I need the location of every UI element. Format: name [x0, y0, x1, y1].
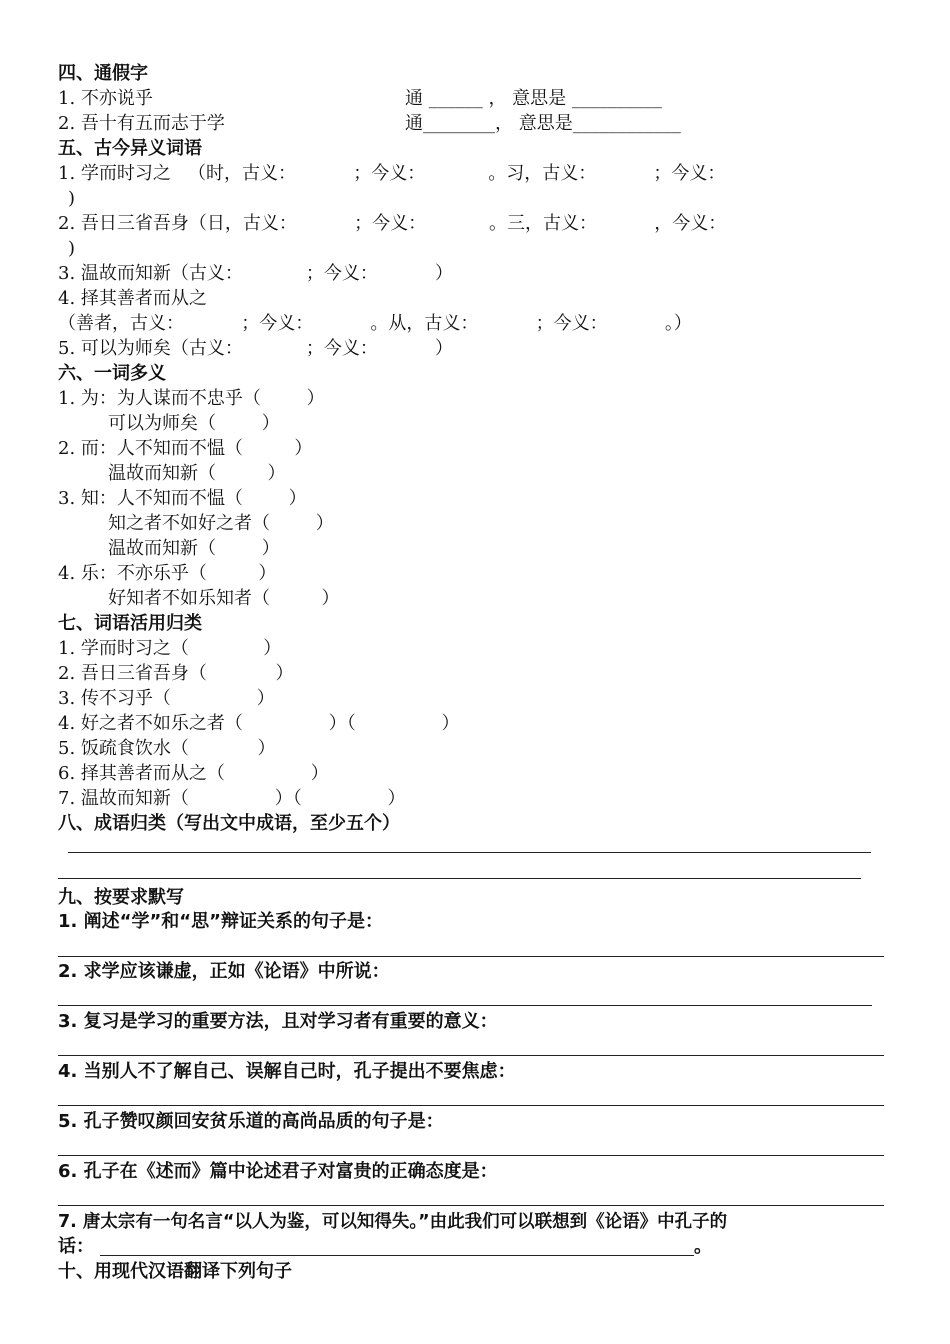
s6-item-1b: 可以为师矣（ ） [108, 413, 280, 434]
section-6-title: 六、一词多义 [58, 363, 166, 384]
answer-line [58, 1105, 884, 1106]
answer-line [58, 878, 861, 879]
s5-item-5: 5. 可以为师矣（古义： ；今义： ） [58, 338, 454, 359]
s9-question-5: 5. 孔子赞叹颜回安贫乐道的高尚品质的句子是： [58, 1111, 444, 1132]
s9-question-2: 2. 求学应该谦虚，正如《论语》中所说： [58, 961, 390, 982]
s5-item-2: 2. 吾日三省吾身（日，古义： ；今义： 。三，古义： ，今义： [58, 213, 727, 234]
s4-item-1: 1. 不亦说乎 [58, 88, 153, 109]
s9-question-7: 7. 唐太宗有一句名言“以人为鉴，可以知得失。”由此我们可以联想到《论语》中孔子的 [58, 1212, 728, 1232]
s7-item-7: 7. 温故而知新（ ）（ ） [58, 788, 406, 809]
s6-item-4b: 好知者不如乐知者（ ） [108, 588, 340, 609]
answer-line [58, 1205, 884, 1206]
s9-question-7-prefix: 话： [58, 1236, 94, 1257]
s7-item-3: 3. 传不习乎（ ） [58, 688, 275, 709]
section-4-title: 四、通假字 [58, 63, 148, 84]
answer-line [58, 1155, 884, 1156]
s9-question-4: 4. 当别人不了解自己、误解自己时，孔子提出不要焦虑： [58, 1061, 516, 1082]
s5-item-1: 1. 学而时习之 （时，古义： ；今义： 。习，古义： ；今义： [58, 163, 726, 184]
section-9-title: 九、按要求默写 [58, 887, 184, 908]
answer-line [68, 852, 871, 853]
answer-line [58, 1055, 884, 1056]
s7-item-4: 4. 好之者不如乐之者（ ）（ ） [58, 713, 460, 734]
section-8-title: 八、成语归类（写出文中成语，至少五个） [58, 813, 400, 834]
s7-item-1: 1. 学而时习之（ ） [58, 638, 282, 659]
answer-line [58, 1005, 872, 1006]
s6-item-2: 2. 而：人不知而不愠（ ） [58, 438, 313, 459]
answer-line [58, 956, 884, 957]
s7-item-5: 5. 饭疏食饮水（ ） [58, 738, 276, 759]
s5-item-4-detail: （善者，古义： ；今义： 。从，古义： ；今义： 。） [58, 313, 692, 334]
s4-item-1-answer: 通 ______ ， 意思是 __________ [405, 88, 662, 109]
s4-item-2-answer: 通________， 意思是____________ [405, 113, 681, 134]
s5-item-4: 4. 择其善者而从之 [58, 288, 207, 309]
s7-item-2: 2. 吾日三省吾身（ ） [58, 663, 294, 684]
s6-item-4: 4. 乐：不亦乐乎（ ） [58, 563, 277, 584]
s6-item-1: 1. 为：为人谋而不忠乎（ ） [58, 388, 325, 409]
answer-line [100, 1255, 694, 1256]
section-10-title: 十、用现代汉语翻译下列句子 [58, 1261, 292, 1282]
s6-item-2b: 温故而知新（ ） [108, 463, 286, 484]
section-7-title: 七、词语活用归类 [58, 613, 202, 634]
s6-item-3c: 温故而知新（ ） [108, 538, 280, 559]
s9-question-7-end: 。 [694, 1236, 712, 1257]
s6-item-3: 3. 知：人不知而不愠（ ） [58, 488, 307, 509]
s9-question-6: 6. 孔子在《述而》篇中论述君子对富贵的正确态度是： [58, 1161, 498, 1182]
s7-item-6: 6. 择其善者而从之（ ） [58, 763, 329, 784]
s6-item-3b: 知之者不如好之者（ ） [108, 513, 334, 534]
section-5-title: 五、古今异义词语 [58, 138, 202, 159]
s9-question-1: 1. 阐述“学”和“思”辩证关系的句子是： [58, 911, 383, 932]
s5-item-1-close: ) [68, 188, 76, 209]
s5-item-3: 3. 温故而知新（古义： ；今义： ） [58, 263, 454, 284]
s9-question-3: 3. 复习是学习的重要方法，且对学习者有重要的意义： [58, 1011, 498, 1032]
s5-item-2-close: ) [68, 238, 76, 259]
s4-item-2: 2. 吾十有五而志于学 [58, 113, 225, 134]
